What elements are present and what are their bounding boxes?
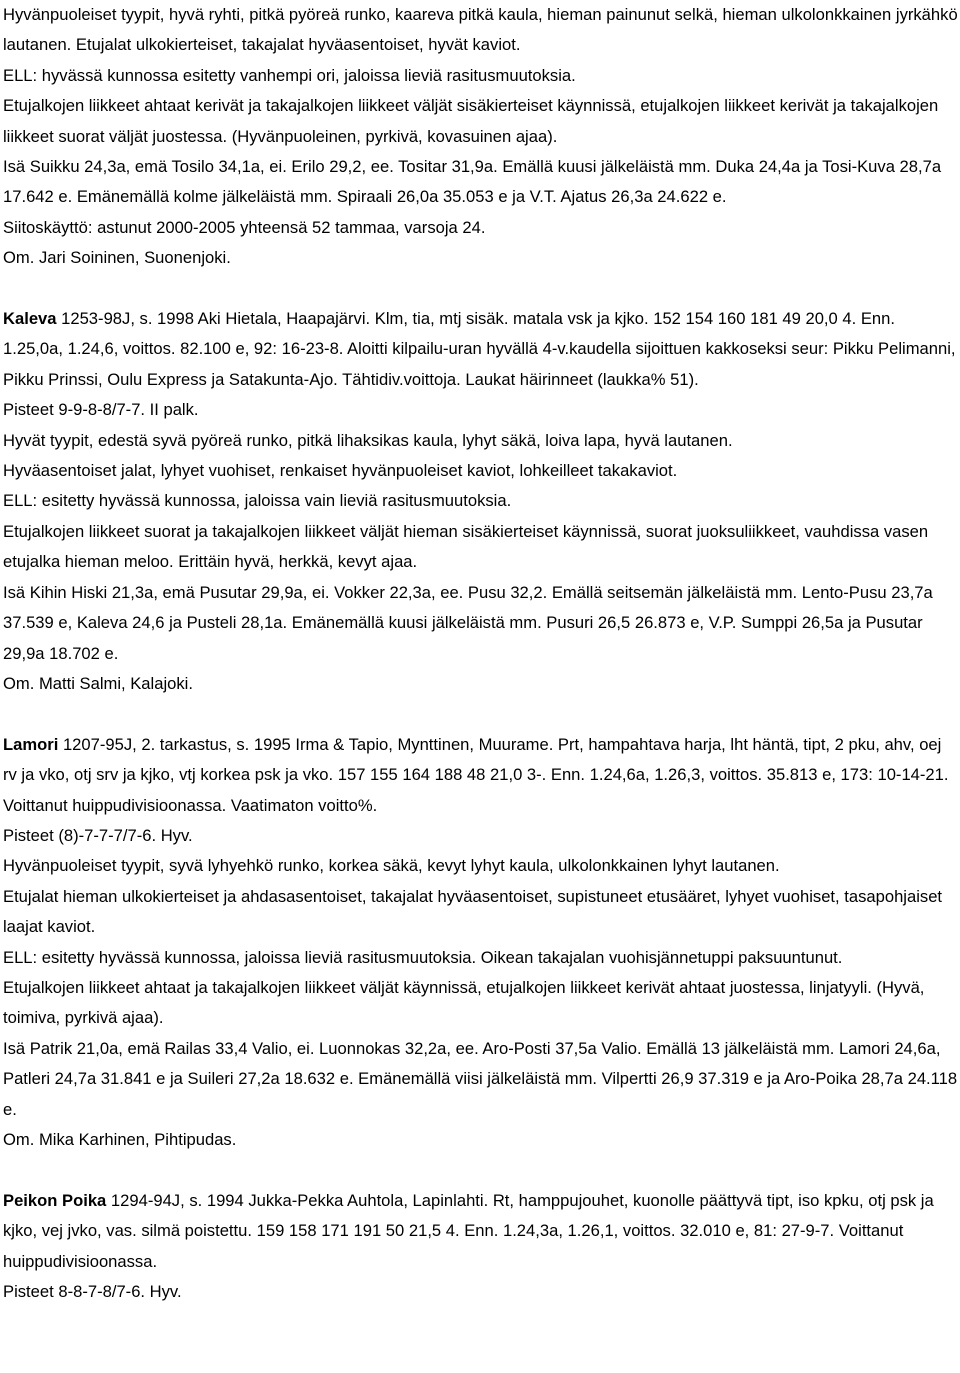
horse-name: Peikon Poika [3,1190,107,1210]
entry-conformation: Hyvänpuoleiset tyypit, syvä lyhyehkö runko, korkea säkä, kevyt lyhyt kaula, ulkolonkkainen lyhyt lautanen. [3,856,780,876]
entry-header-text: 1207-95J, 2. tarkastus, s. 1995 Irma & Tapio, Mynttinen, Muurame. Prt, hampahtava harja, lht häntä, tipt, 2 pku, ahv, oej rv ja vko, otj srv ja kjko, vtj korkea psk ja vko. 157 155 164 188 48 21,0 3-. Enn. 1.24,6a, 1.26,3, voittos. 35.813 e, 173: 10-14-21. Voittanut huippudivisioonassa. Vaatimaton voitto%. [3,734,949,815]
intro-paragraph-vet: ELL: hyvässä kunnossa esitetty vanhempi ori, jaloissa lieviä rasitusmuutoksia. [3,65,576,85]
spacer [3,1155,958,1185]
entry-header [3,1186,958,1277]
spacer [3,699,958,729]
entry-points: Pisteet 8-8-7-8/7-6. Hyv. [3,1282,182,1302]
intro-paragraph-movement: Etujalkojen liikkeet ahtaat kerivät ja takajalkojen liikkeet väljät sisäkierteiset käynnissä, etujalkojen liikkeet kerivät ja takajalkojen liikkeet suorat väljät juostessa. (Hyvänpuoleinen, pyrkivä, kovasuinen ajaa). [3,96,939,146]
entry-movement: Etujalkojen liikkeet suorat ja takajalkojen liikkeet väljät hieman sisäkierteiset käynnissä, suorat juoksuliikkeet, vauhdissa vasen etujalka hieman meloo. Erittäin hyvä, herkkä, kevyt ajaa. [3,521,929,572]
entry-conformation: Hyvät tyypit, edestä syvä pyöreä runko, pitkä lihaksikas kaula, lyhyt säkä, loiva lapa, hyvä lautanen. [3,430,733,450]
horse-name: Kaleva [3,309,57,329]
entry-kaleva [3,304,958,699]
entry-legs: Etujalat hieman ulkokierteiset ja ahdasasentoiset, takajalat hyväasentoiset, supistuneet etusääret, lyhyet vuohiset, tasapohjaiset laajat kaviot. [3,886,943,937]
entry-header [3,304,958,395]
intro-paragraph-pedigree: Isä Suikku 24,3a, emä Tosilo 34,1a, ei. Erilo 29,2, ee. Tositar 31,9a. Emällä kuusi jälkeläistä mm. Duka 24,4a ja Tosi-Kuva 28,7a 17.642 e. Emänemällä kolme jälkeläistä mm. Spiraali 26,0a 35.053 e ja V.T. Ajatus 26,3a 24.622 e. [3,157,942,207]
entry-vet: ELL: esitetty hyvässä kunnossa, jaloissa lieviä rasitusmuutoksia. Oikean takajalan vuohisjännetuppi paksuuntunut. [3,947,843,967]
entry-owner: Om. Matti Salmi, Kalajoki. [3,673,193,693]
entry-header-text: 1253-98J, s. 1998 Aki Hietala, Haapajärvi. Klm, tia, mtj sisäk. matala vsk ja kjko. 152 154 160 181 49 20,0 4. Enn. 1.25,0a, 1.24,6, voittos. 82.100 e, 92: 16-23-8. Aloitti kilpailu-uran hyvällä 4-v.kaudella sijoittuen kakkoseksi seur: Pikku Pelimanni, Pikku Prinssi, Oulu Express ja Satakunta-Ajo. Tähtidiv.voittoja. Laukat häirinneet (laukka% 51). [3,309,956,389]
intro-paragraph-conformation: Hyvänpuoleiset tyypit, hyvä ryhti, pitkä pyöreä runko, kaareva pitkä kaula, hieman painunut selkä, hieman ulkolonkkainen jyrkähkö lautanen. Etujalat ulkokierteiset, takajalat hyväasentoiset, hyvät kaviot. [3,5,958,55]
entry-points: Pisteet (8)-7-7-7/7-6. Hyv. [3,825,193,845]
entry-owner: Om. Mika Karhinen, Pihtipudas. [3,1130,237,1149]
entry-peikon-poika [3,1186,958,1308]
entry-pedigree: Isä Patrik 21,0a, emä Railas 33,4 Valio, ei. Luonnokas 32,2a, ee. Aro-Posti 37,5a Valio. Emällä 13 jälkeläistä mm. Lamori 24,6a, Patleri 24,7a 31.841 e ja Suileri 27,2a 18.632 e. Emänemällä viisi jälkeläistä mm. Vilpertti 26,9 37.319 e ja Aro-Poika 28,7a 24.118 e. [3,1038,958,1119]
spacer [3,274,958,304]
entry-vet: ELL: esitetty hyvässä kunnossa, jaloissa vain lieviä rasitusmuutoksia. [3,491,512,511]
entry-header-text: 1294-94J, s. 1994 Jukka-Pekka Auhtola, Lapinlahti. Rt, hamppujouhet, kuonolle päättyvä tipt, iso kpku, otj psk ja kjko, vej jvko, vas. silmä poistettu. 159 158 171 191 50 21,5 4. Enn. 1.24,3a, 1.26,1, voittos. 32.010 e, 81: 27-9-7. Voittanut huippudivisioonassa. [3,1190,934,1271]
entry-pedigree: Isä Kihin Hiski 21,3a, emä Pusutar 29,9a, ei. Vokker 22,3a, ee. Pusu 32,2. Emällä seitsemän jälkeläistä mm. Lento-Pusu 23,7a 37.539 e, Kaleva 24,6 ja Pusteli 28,1a. Emänemällä kuusi jälkeläistä mm. Pusuri 26,5 26.873 e, V.P. Sumppi 26,5a ja Pusutar 29,9a 18.702 e. [3,582,933,663]
horse-name: Lamori [3,734,59,754]
entry-header [3,730,958,821]
entry-lamori [3,730,958,1156]
intro-paragraph-owner: Om. Jari Soininen, Suonenjoki. [3,248,231,268]
entry-points: Pisteet 9-9-8-8/7-7. II palk. [3,400,199,420]
intro-section [3,0,958,274]
entry-movement: Etujalkojen liikkeet ahtaat ja takajalkojen liikkeet väljät käynnissä, etujalkojen liikkeet kerivät ahtaat juostessa, linjatyyli. (Hyvä, toimiva, pyrkivä ajaa). [3,977,925,1028]
entry-legs: Hyväasentoiset jalat, lyhyet vuohiset, renkaiset hyvänpuoleiset kaviot, lohkeilleet takakaviot. [3,461,678,481]
intro-paragraph-breeding: Siitoskäyttö: astunut 2000-2005 yhteensä 52 tammaa, varsoja 24. [3,217,486,237]
